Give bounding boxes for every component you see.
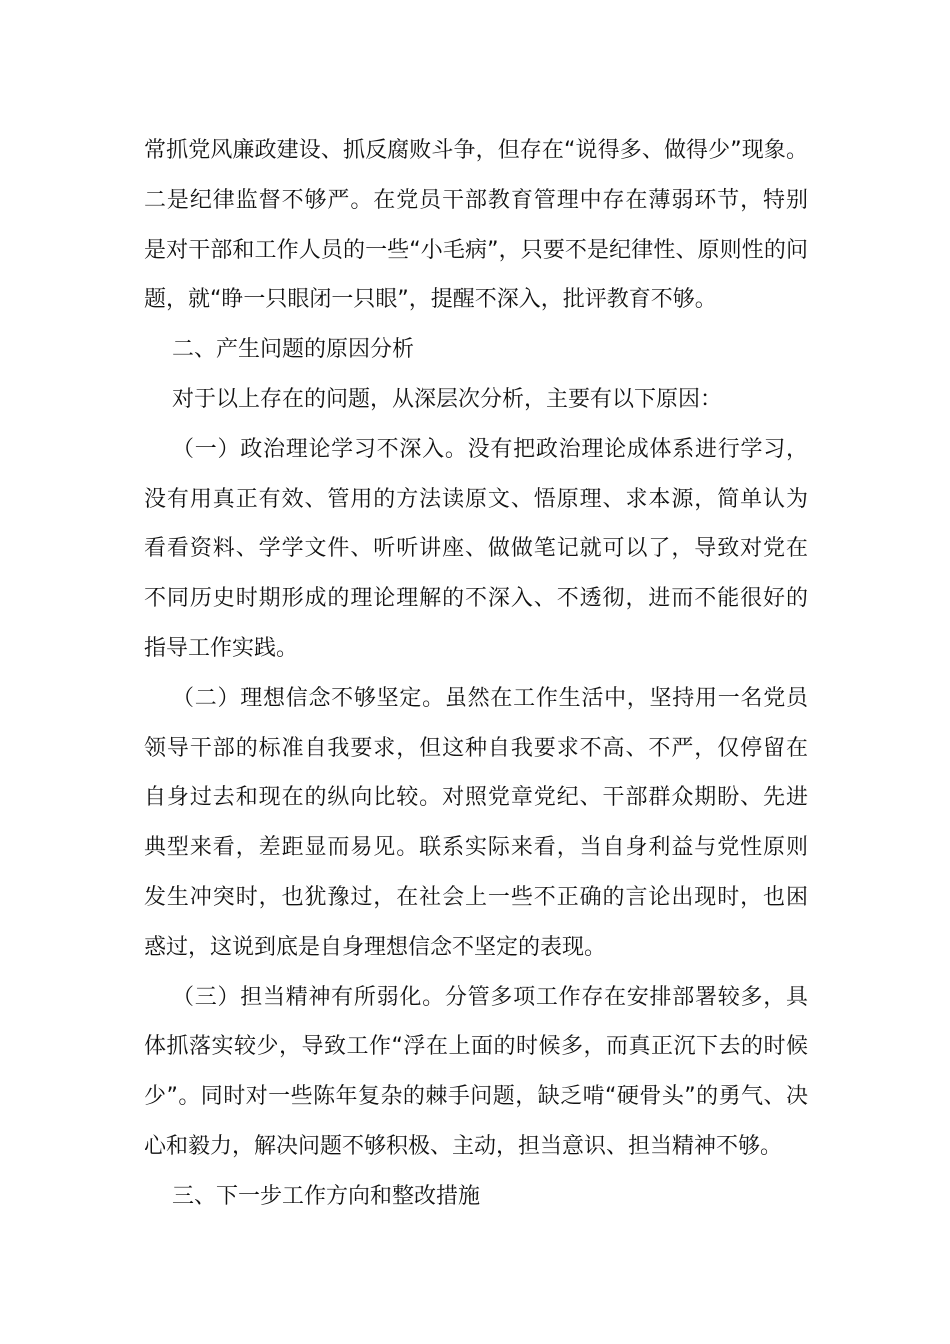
- body-line: 少”。同时对一些陈年复杂的棘手问题，缺乏啃“硬骨头”的勇气、决: [144, 1084, 808, 1110]
- section-heading: 二、产生问题的原因分析: [172, 337, 415, 363]
- body-line: 发生冲突时，也犹豫过，在社会上一些不正确的言论出现时，也困: [144, 884, 808, 910]
- body-line: 没有用真正有效、管用的方法读原文、悟原理、求本源，简单认为: [144, 486, 808, 512]
- body-line: 体抓落实较少，导致工作“浮在上面的时候多，而真正沉下去的时候: [144, 1034, 808, 1060]
- subsection-heading-line: （三）担当精神有所弱化。分管多项工作存在安排部署较多，具: [172, 984, 808, 1010]
- body-line: 看看资料、学学文件、听听讲座、做做笔记就可以了，导致对党在: [144, 536, 808, 562]
- body-line: 惑过，这说到底是自身理想信念不坚定的表现。: [144, 934, 607, 960]
- subsection-heading-line: （一）政治理论学习不深入。没有把政治理论成体系进行学习，: [172, 436, 808, 462]
- body-line: 常抓党风廉政建设、抓反腐败斗争，但存在“说得多、做得少”现象。: [144, 138, 808, 163]
- body-line: 典型来看，差距显而易见。联系实际来看，当自身利益与党性原则: [144, 835, 808, 861]
- body-line: 是对干部和工作人员的一些“小毛病”，只要不是纪律性、原则性的问: [144, 237, 808, 263]
- body-line: 自身过去和现在的纵向比较。对照党章党纪、干部群众期盼、先进: [144, 785, 808, 811]
- section-heading: 三、下一步工作方向和整改措施: [172, 1183, 481, 1209]
- body-line: 题，就“睁一只眼闭一只眼”，提醒不深入，批评教育不够。: [144, 287, 717, 313]
- body-line: 指导工作实践。: [144, 635, 299, 661]
- body-line: 不同历史时期形成的理论理解的不深入、不透彻，进而不能很好的: [144, 586, 808, 612]
- body-line: 对于以上存在的问题，从深层次分析，主要有以下原因：: [172, 386, 723, 412]
- body-line: 心和毅力，解决问题不够积极、主动，担当意识、担当精神不够。: [144, 1133, 783, 1159]
- document-body: [144, 126, 808, 1222]
- subsection-heading-line: （二）理想信念不够坚定。虽然在工作生活中，坚持用一名党员: [172, 685, 808, 711]
- body-line: 领导干部的标准自我要求，但这种自我要求不高、不严，仅停留在: [144, 735, 808, 761]
- body-line: 二是纪律监督不够严。在党员干部教育管理中存在薄弱环节，特别: [144, 187, 808, 213]
